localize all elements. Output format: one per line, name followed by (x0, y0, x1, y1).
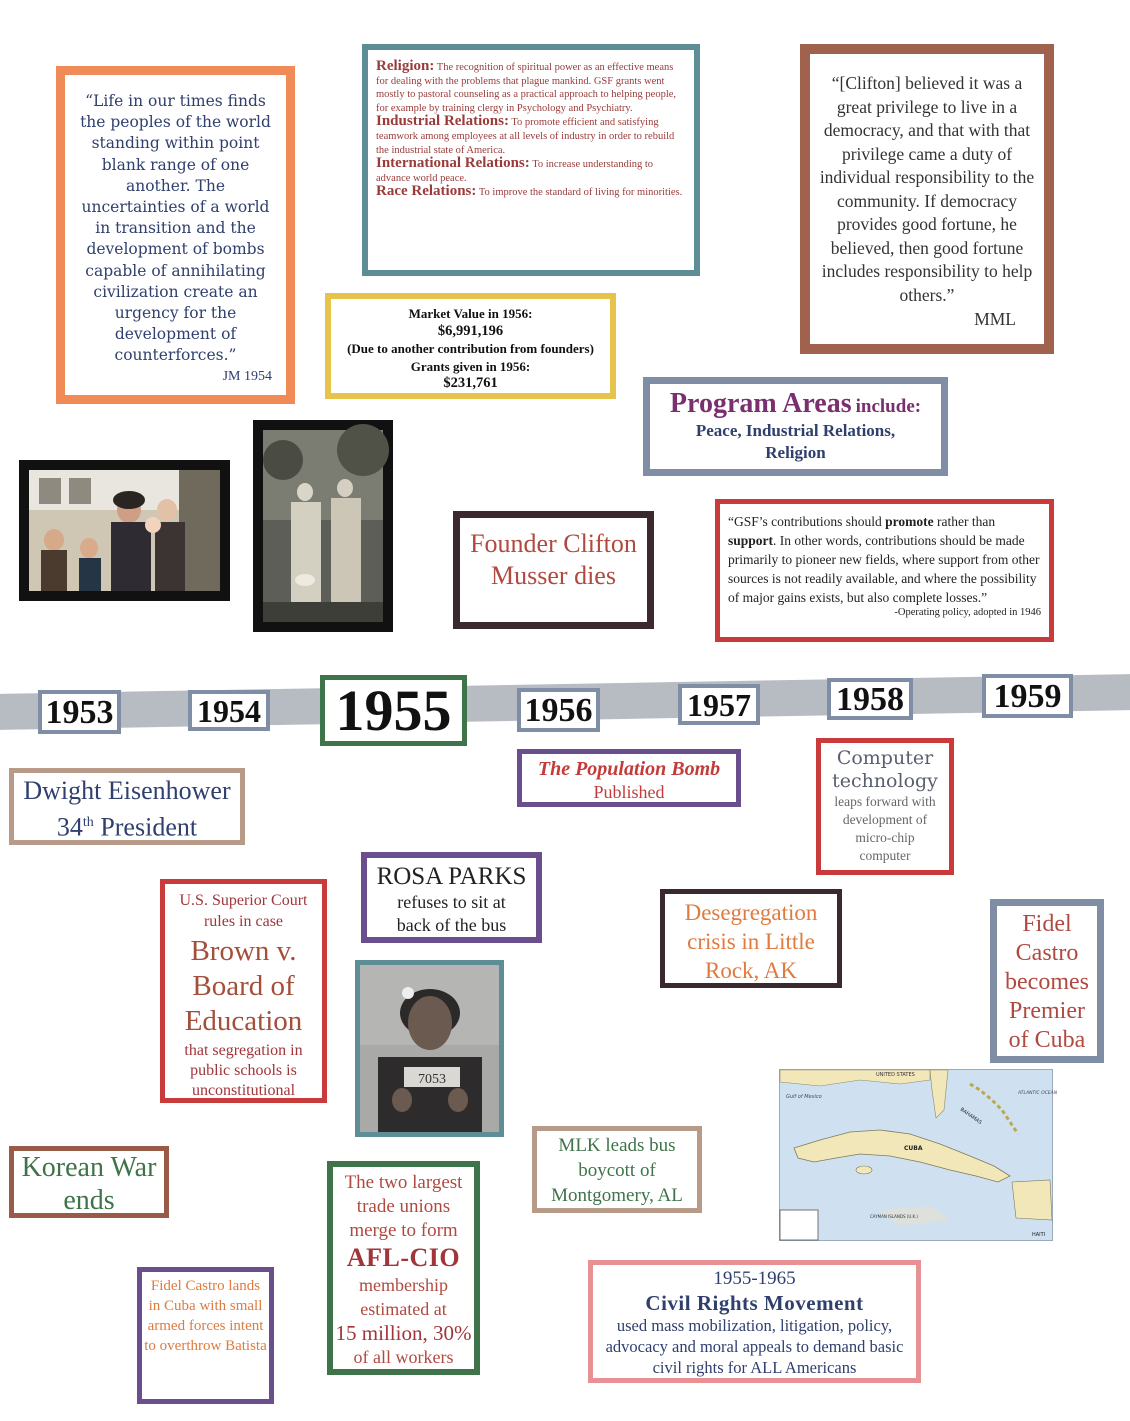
family-photo (19, 460, 230, 601)
computer-title-1: Computer (836, 747, 934, 769)
market-value-note: (Due to another contribution from founders) (347, 341, 594, 356)
afl-cio-workers: of all workers (353, 1347, 454, 1367)
rosa-parks-title: ROSA PARKS (376, 863, 527, 890)
founder-dies-card (453, 511, 654, 629)
castro-premier-text: Fidel Castro becomes Premier of Cuba (1005, 911, 1089, 1053)
year-1957: 1957 (678, 684, 760, 725)
founders-photo-image (263, 430, 383, 622)
civil-rights-years: 1955-1965 (713, 1268, 796, 1289)
map-label-ocean: ATLANTIC OCEAN (1018, 1091, 1058, 1096)
population-bomb-card (517, 749, 741, 807)
quote-mml-text: “[Clifton] believed it was a great privilege to live in a democracy, and that with that privilege came a duty of individual responsibility to the community. If democracy provides good fortune, he believed, then good fortune includes responsibility to help others.” (819, 73, 1035, 305)
program-def-term: Industrial Relations: (376, 113, 509, 130)
program-def-race (376, 185, 686, 200)
cuba-map-image (780, 1070, 1058, 1240)
program-def-desc: The recognition of spiritual power as an effective means for dealing with the problems that plague mankind. GSF grants went mostly to pastoral counseling as a practical approach to helping people, for example by training clergy in Psychology and Psychiatry. (376, 62, 677, 114)
computer-card (816, 738, 954, 875)
quote-mml-card (800, 44, 1054, 354)
operating-policy-source: -Operating policy, adopted in 1946 (894, 607, 1041, 618)
year-1958: 1958 (827, 678, 913, 720)
grants-amount: $231,761 (443, 375, 498, 391)
map-label-cayman: CAYMAN ISLANDS (U.K.) (870, 1214, 918, 1219)
year-1959: 1959 (982, 674, 1073, 718)
korean-war-card (9, 1146, 169, 1218)
map-label-haiti: HAITI (1032, 1232, 1046, 1238)
mlk-boycott-card (532, 1126, 702, 1213)
brown-case-name: Brown v. Board of Education (184, 935, 303, 1037)
eisenhower-title: 34th President (56, 812, 198, 842)
computer-title-2: technology (832, 770, 938, 792)
grants-label: Grants given in 1956: (410, 358, 531, 374)
population-bomb-title: The Population Bomb (537, 758, 721, 780)
quote-jm-attribution: JM 1954 (222, 368, 272, 384)
civil-rights-card (588, 1260, 921, 1383)
program-def-term: International Relations: (376, 155, 530, 172)
rosa-parks-card (361, 852, 542, 943)
population-bomb-sub: Published (593, 782, 665, 802)
eisenhower-card (9, 768, 245, 845)
program-def-desc: To promote efficient and satisfying teamwork among employees at all levels of industry in order to rebuild the industrial state of America. (376, 117, 675, 156)
castro-lands-card (137, 1267, 274, 1404)
year-1955: 1955 (320, 675, 467, 746)
program-areas-card (643, 377, 948, 476)
promote-emphasis: promote (885, 514, 934, 529)
program-def-term: Religion: (376, 58, 435, 74)
civil-rights-desc: used mass mobilization, litigation, policy, advocacy and moral appeals to demand basic civil rights for ALL Americans (605, 1316, 904, 1377)
support-emphasis: support (728, 533, 774, 548)
program-areas-title: Program Areas (669, 388, 852, 419)
afl-cio-card (327, 1161, 480, 1375)
year-1956: 1956 (517, 688, 600, 732)
mugshot-placard-number: 7053 (418, 1072, 446, 1087)
afl-cio-figure: 15 million, 30% (335, 1321, 472, 1345)
castro-premier-card (990, 899, 1104, 1063)
quote-jm-card (56, 66, 295, 404)
rosa-parks-photo (355, 960, 504, 1137)
program-def-international (376, 157, 686, 185)
afl-cio-name: AFL-CIO (346, 1243, 461, 1272)
map-label-cuba: CUBA (904, 1145, 923, 1152)
program-def-desc: To improve the standard of living for minorities. (478, 187, 683, 199)
desegregation-text: Desegregation crisis in Little Rock, AK (684, 900, 818, 983)
program-definitions-card (362, 44, 700, 276)
year-1954: 1954 (188, 690, 270, 731)
program-areas-list: Peace, Industrial Relations, Religion (695, 421, 896, 462)
map-label-us: UNITED STATES (876, 1072, 915, 1078)
program-def-religion (376, 60, 686, 115)
brown-ruling: that segregation in public schools is unconstitutional (184, 1042, 303, 1099)
market-value-card (325, 293, 616, 399)
computer-desc: leaps forward with development of micro-chip computer (834, 794, 936, 863)
founder-dies-text: Founder Clifton Musser dies (470, 529, 637, 590)
cuba-map (779, 1069, 1058, 1241)
brown-intro: U.S. Superior Court rules in case (179, 892, 308, 930)
rosa-parks-photo-image (360, 965, 499, 1132)
castro-lands-text: Fidel Castro lands in Cuba with small armed forces intent to overthrow Batista (144, 1278, 267, 1354)
korean-war-text: Korean War ends (21, 1152, 157, 1216)
program-def-desc: To increase understanding to advance world peace. (376, 159, 654, 184)
civil-rights-title: Civil Rights Movement (645, 1291, 864, 1315)
operating-policy-card (715, 499, 1054, 642)
map-label-gulf: Gulf of Mexico (786, 1094, 822, 1100)
operating-policy-quote: “GSF’s contributions should promote rather than support. In other words, contributions should be made primarily to pioneer new fields, where support from other sources is not readily available, and where the possibility of major gains exists, but also complete losses.” (728, 514, 1040, 605)
year-1953: 1953 (38, 690, 121, 734)
market-value-label: Market Value in 1956: (408, 306, 533, 321)
rosa-parks-desc: refuses to sit at back of the bus (396, 892, 507, 935)
family-photo-image (29, 470, 220, 591)
founders-photo (253, 420, 393, 632)
mlk-boycott-text: MLK leads bus boycott of Montgomery, AL (551, 1135, 683, 1206)
brown-v-board-card (160, 879, 327, 1103)
program-def-industrial (376, 115, 686, 157)
program-areas-include: include: (855, 396, 922, 417)
desegregation-card (660, 889, 842, 988)
map-label-bahamas: BAHAMAS (958, 1106, 983, 1126)
market-value-amount: $6,991,196 (437, 322, 504, 339)
program-def-term: Race Relations: (376, 183, 477, 200)
afl-cio-intro: The two largest trade unions merge to form (344, 1172, 463, 1241)
eisenhower-name: Dwight Eisenhower (23, 776, 231, 805)
quote-jm-text: “Life in our times finds the peoples of the world standing within point blank range of one another. The uncertainties of a world in transition and the development of bombs capable of annihilating civilization create an urgency for the development of counterforces.” (80, 92, 271, 365)
quote-mml-attribution: MML (974, 309, 1016, 329)
afl-cio-membership: membership estimated at (359, 1275, 448, 1319)
